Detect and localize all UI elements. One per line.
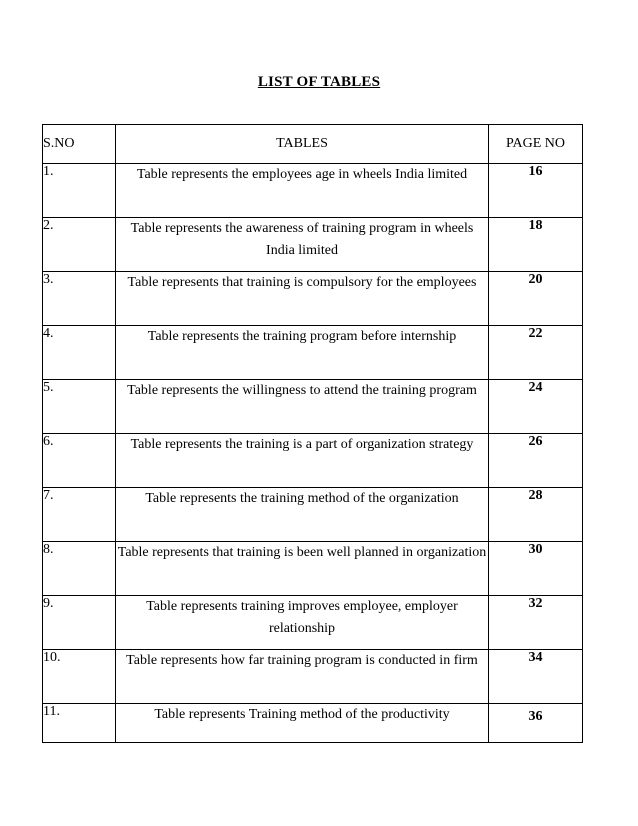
row-sno: 1.	[43, 164, 116, 218]
row-sno: 4.	[43, 326, 116, 380]
row-sno: 5.	[43, 380, 116, 434]
table-row	[43, 218, 583, 272]
row-sno: 9.	[43, 596, 116, 650]
row-title: Table represents that training is compulsory for the employees	[116, 272, 489, 326]
table-header-row	[43, 125, 583, 164]
table-row	[43, 650, 583, 704]
row-page: 16	[489, 164, 583, 218]
row-page: 32	[489, 596, 583, 650]
row-sno: 7.	[43, 488, 116, 542]
header-page-no: PAGE NO	[489, 125, 583, 164]
table-row	[43, 488, 583, 542]
row-sno: 8.	[43, 542, 116, 596]
table-row	[43, 542, 583, 596]
row-title: Table represents the awareness of training program in wheels India limited	[116, 218, 489, 272]
row-title: Table represents the employees age in wheels India limited	[116, 164, 489, 218]
table-row	[43, 596, 583, 650]
row-page: 30	[489, 542, 583, 596]
row-title: Table represents the willingness to attend the training program	[116, 380, 489, 434]
row-sno: 11.	[43, 704, 116, 743]
table-row	[43, 380, 583, 434]
table-row	[43, 272, 583, 326]
header-sno: S.NO	[43, 125, 116, 164]
row-sno: 10.	[43, 650, 116, 704]
row-page: 20	[489, 272, 583, 326]
row-page: 36	[489, 704, 583, 743]
row-page: 26	[489, 434, 583, 488]
row-title: Table represents the training method of the organization	[116, 488, 489, 542]
table-row	[43, 704, 583, 743]
page-title: LIST OF TABLES	[257, 74, 381, 90]
header-tables: TABLES	[116, 125, 489, 164]
table-row	[43, 326, 583, 380]
row-page: 34	[489, 650, 583, 704]
row-title: Table represents the training program before internship	[116, 326, 489, 380]
row-page: 18	[489, 218, 583, 272]
row-sno: 6.	[43, 434, 116, 488]
table-row	[43, 164, 583, 218]
row-title: Table represents that training is been well planned in organization	[116, 542, 489, 596]
row-title: Table represents Training method of the productivity	[116, 704, 489, 743]
table-row	[43, 434, 583, 488]
row-sno: 3.	[43, 272, 116, 326]
row-title: Table represents training improves employee, employer relationship	[116, 596, 489, 650]
row-title: Table represents the training is a part of organization strategy	[116, 434, 489, 488]
row-title: Table represents how far training program is conducted in firm	[116, 650, 489, 704]
list-of-tables	[42, 124, 583, 743]
row-page: 24	[489, 380, 583, 434]
row-sno: 2.	[43, 218, 116, 272]
row-page: 22	[489, 326, 583, 380]
row-page: 28	[489, 488, 583, 542]
